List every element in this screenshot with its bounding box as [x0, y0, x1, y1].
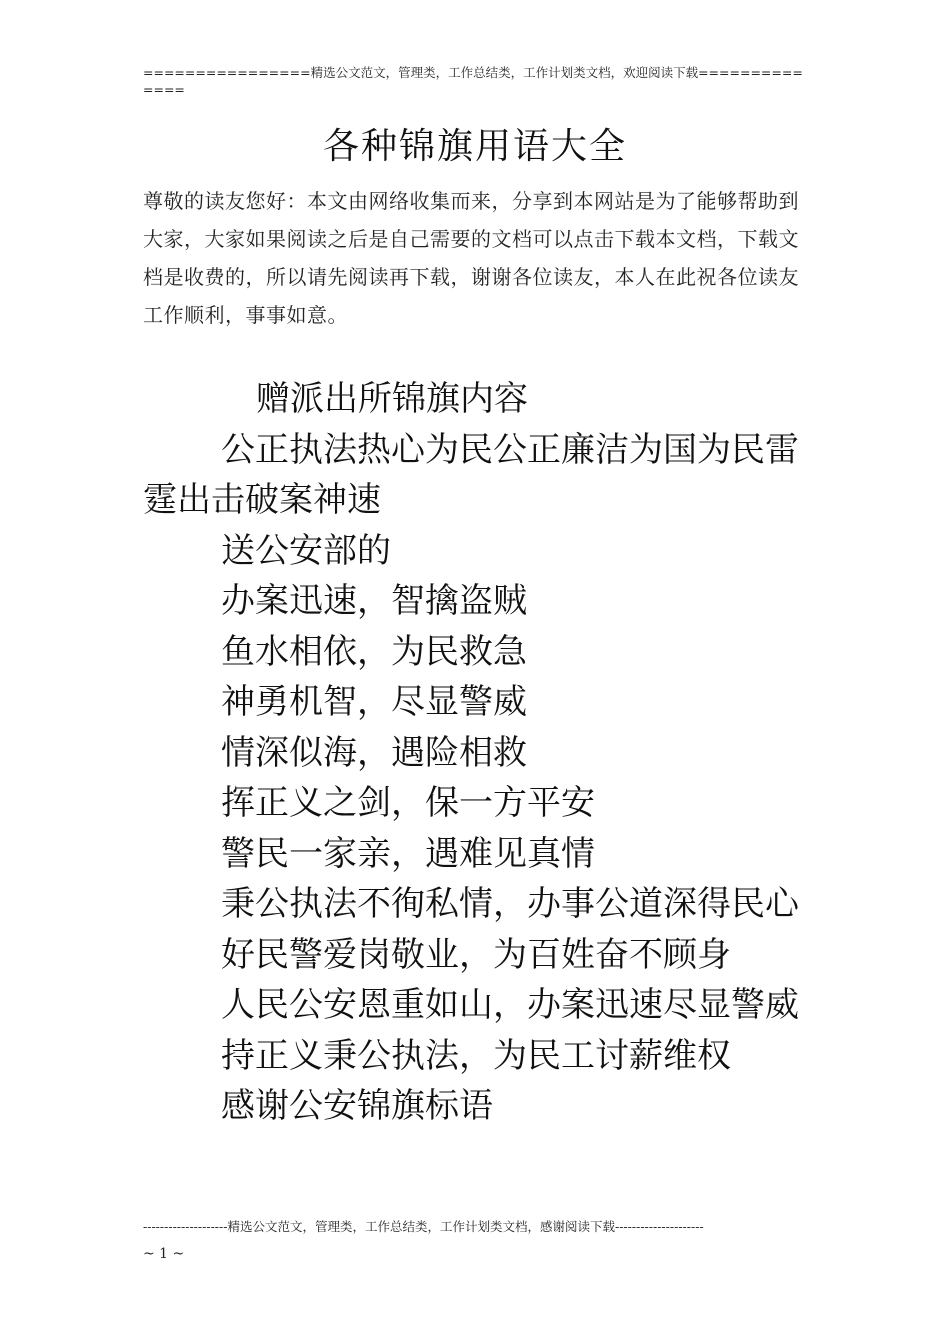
document-body — [143, 374, 813, 1132]
paragraph: 公正执法热心为民公正廉洁为国为民雷霆出击破案神速 — [143, 429, 799, 520]
slogan-line: 神勇机智，尽显警威 — [221, 682, 527, 722]
document-title: 各种锦旗用语大全 — [322, 126, 627, 167]
slogan-line: 鱼水相依，为民救急 — [221, 631, 527, 672]
reader-notice: 尊敬的读友您好：本文由网络收集而来，分享到本网站是为了能够帮助到大家，大家如果阅读之后是自己需要的文档可以点击下载本文档，下载文档是收费的，所以请先阅读再下载，谢谢各位读友，本人在此祝各位读友工作顺利，事事如意。 — [143, 189, 799, 327]
slogan-line: 人民公安恩重如山，办案迅速尽显警威 — [221, 985, 799, 1025]
footer-banner: --------------------精选公文范文，管理类，工作总结类，工作计划类文档，感谢阅读下载--------------------- — [143, 1219, 704, 1234]
slogan-line: 好民警爱岗敬业，为百姓奋不顾身 — [221, 934, 731, 975]
section-heading: 感谢公安锦旗标语 — [221, 1086, 493, 1126]
section-heading: 赠派出所锦旗内容 — [256, 379, 528, 419]
slogan-line: 持正义秉公执法，为民工讨薪维权 — [221, 1035, 731, 1076]
section-heading: 送公安部的 — [221, 530, 391, 571]
header-banner: ================精选公文范文，管理类，工作总结类，工作计划类文档，欢迎阅读下载============== — [143, 65, 803, 97]
slogan-line: 挥正义之剑，保一方平安 — [221, 783, 595, 823]
slogan-line: 秉公执法不徇私情，办事公道深得民心 — [221, 884, 799, 924]
slogan-line: 情深似海，遇险相救 — [221, 732, 527, 773]
page-number: ~ 1 ~ — [143, 1246, 185, 1262]
slogan-line: 办案迅速，智擒盗贼 — [221, 581, 527, 621]
slogan-line: 警民一家亲，遇难见真情 — [221, 833, 595, 874]
